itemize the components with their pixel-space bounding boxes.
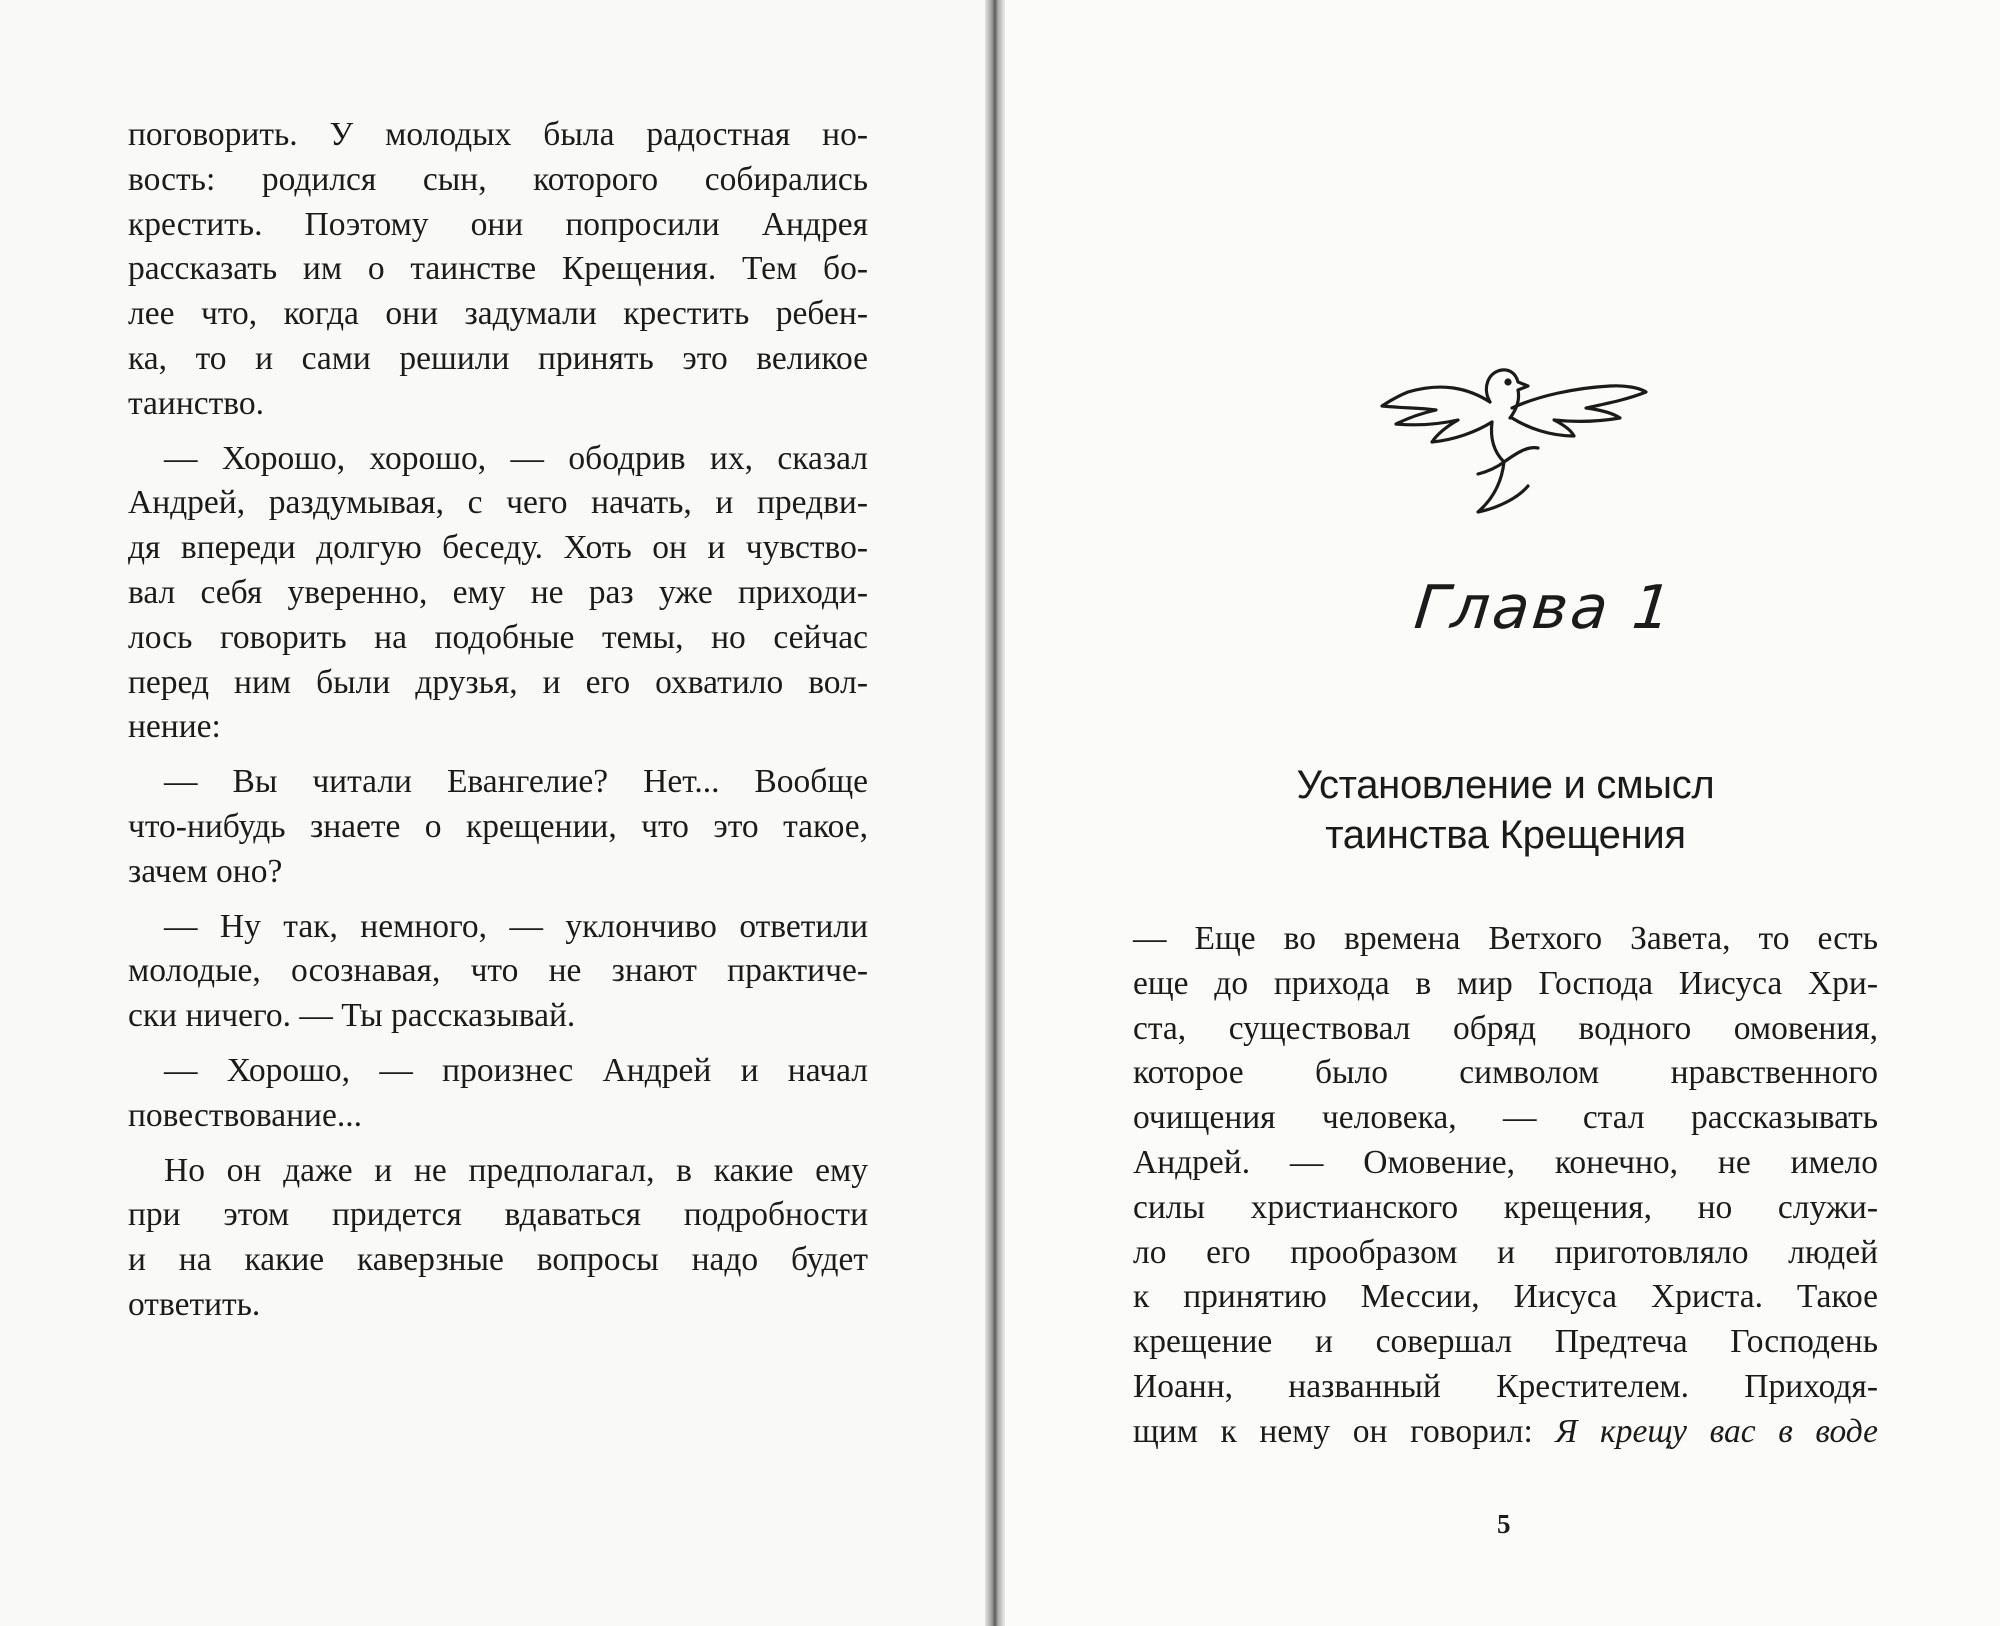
chapter-title-line: Установление и смысл bbox=[1296, 763, 1715, 807]
text-line: при этом придется вдаваться подробности bbox=[128, 1196, 868, 1234]
page-number: 5 bbox=[1497, 1509, 1511, 1539]
text-line: — Вы читали Евангелие? Нет... Вообще bbox=[164, 763, 868, 801]
left-page-text bbox=[128, 113, 868, 1328]
text-line: крестить. Поэтому они попросили Андрея bbox=[128, 205, 868, 243]
text-line: молодые, осознавая, что не знают практиче- bbox=[128, 952, 868, 990]
text-line: дя впереди долгую беседу. Хоть он и чувство- bbox=[128, 529, 868, 567]
book-gutter bbox=[985, 0, 1005, 1626]
text-line: которое было символом нравственного bbox=[1133, 1054, 1878, 1092]
text-line: рассказать им о таинстве Крещения. Тем бо- bbox=[128, 250, 868, 288]
chapter-label: Глава 1 bbox=[1411, 573, 1678, 643]
text-line: повествование... bbox=[128, 1096, 362, 1134]
left-page bbox=[0, 0, 985, 1626]
text-line: Но он даже и не предполагал, в какие ему bbox=[164, 1151, 868, 1189]
text-line: лось говорить на подобные темы, но сейчас bbox=[128, 618, 868, 656]
text-line: ло его прообразом и приготовляло людей bbox=[1133, 1233, 1878, 1271]
text-line: ски ничего. — Ты рассказывай. bbox=[128, 997, 576, 1035]
text-line: вость: родился сын, которого собирались bbox=[128, 160, 868, 198]
text-line: Андрей. — Омовение, конечно, не имело bbox=[1133, 1143, 1878, 1181]
paragraph-gap bbox=[128, 1039, 868, 1049]
text-line: что-нибудь знаете о крещении, что это такое, bbox=[128, 807, 868, 845]
text-line: крещение и совершал Предтеча Господень bbox=[1133, 1323, 1878, 1361]
text-fragment: щим к нему он говорил: bbox=[1133, 1412, 1556, 1450]
text-line: таинство. bbox=[128, 384, 264, 422]
right-page-text bbox=[1133, 917, 1878, 1455]
chapter-title bbox=[1133, 760, 1878, 860]
text-line: нение: bbox=[128, 708, 221, 746]
text-line: — Хорошо, — произнес Андрей и начал bbox=[164, 1051, 868, 1089]
text-line: к принятию Мессии, Иисуса Христа. Такое bbox=[1133, 1278, 1878, 1316]
text-line: еще до прихода в мир Господа Иисуса Хри- bbox=[1133, 964, 1878, 1002]
text-line: зачем оно? bbox=[128, 852, 283, 890]
text-line: Андрей, раздумывая, с чего начать, и предви- bbox=[128, 484, 868, 522]
text-line bbox=[1133, 1410, 1878, 1455]
text-line: очищения человека, — стал рассказывать bbox=[1133, 1099, 1878, 1137]
chapter-title-line: таинства Крещения bbox=[1325, 813, 1686, 857]
text-line: поговорить. У молодых была радостная но- bbox=[128, 116, 868, 153]
text-line: — Хорошо, хорошо, — ободрив их, сказал bbox=[164, 439, 868, 477]
text-line: — Еще во времена Ветхого Завета, то есть bbox=[1133, 920, 1878, 957]
text-line: ста, существовал обряд водного омовения, bbox=[1133, 1009, 1878, 1047]
text-line: ка, то и сами решили принять это великое bbox=[128, 339, 868, 377]
paragraph-gap bbox=[128, 895, 868, 905]
text-line: лее что, когда они задумали крестить ребен- bbox=[128, 295, 868, 333]
paragraph-gap bbox=[128, 750, 868, 760]
text-line: вал себя уверенно, ему не раз уже приходи- bbox=[128, 573, 868, 611]
text-line: силы христианского крещения, но служи- bbox=[1133, 1188, 1878, 1226]
paragraph-gap bbox=[128, 1139, 868, 1149]
text-line: перед ним были друзья, и его охватило вол- bbox=[128, 663, 868, 701]
text-line: — Ну так, немного, — уклончиво ответили bbox=[164, 907, 868, 945]
dove-icon bbox=[1378, 348, 1648, 520]
text-line: и на какие каверзные вопросы надо будет bbox=[128, 1241, 868, 1279]
text-line: Иоанн, названный Крестителем. Приходя- bbox=[1133, 1367, 1878, 1405]
text-line: ответить. bbox=[128, 1285, 261, 1323]
paragraph-gap bbox=[128, 427, 868, 437]
italic-quote: Я крещу вас в воде bbox=[1555, 1412, 1878, 1450]
